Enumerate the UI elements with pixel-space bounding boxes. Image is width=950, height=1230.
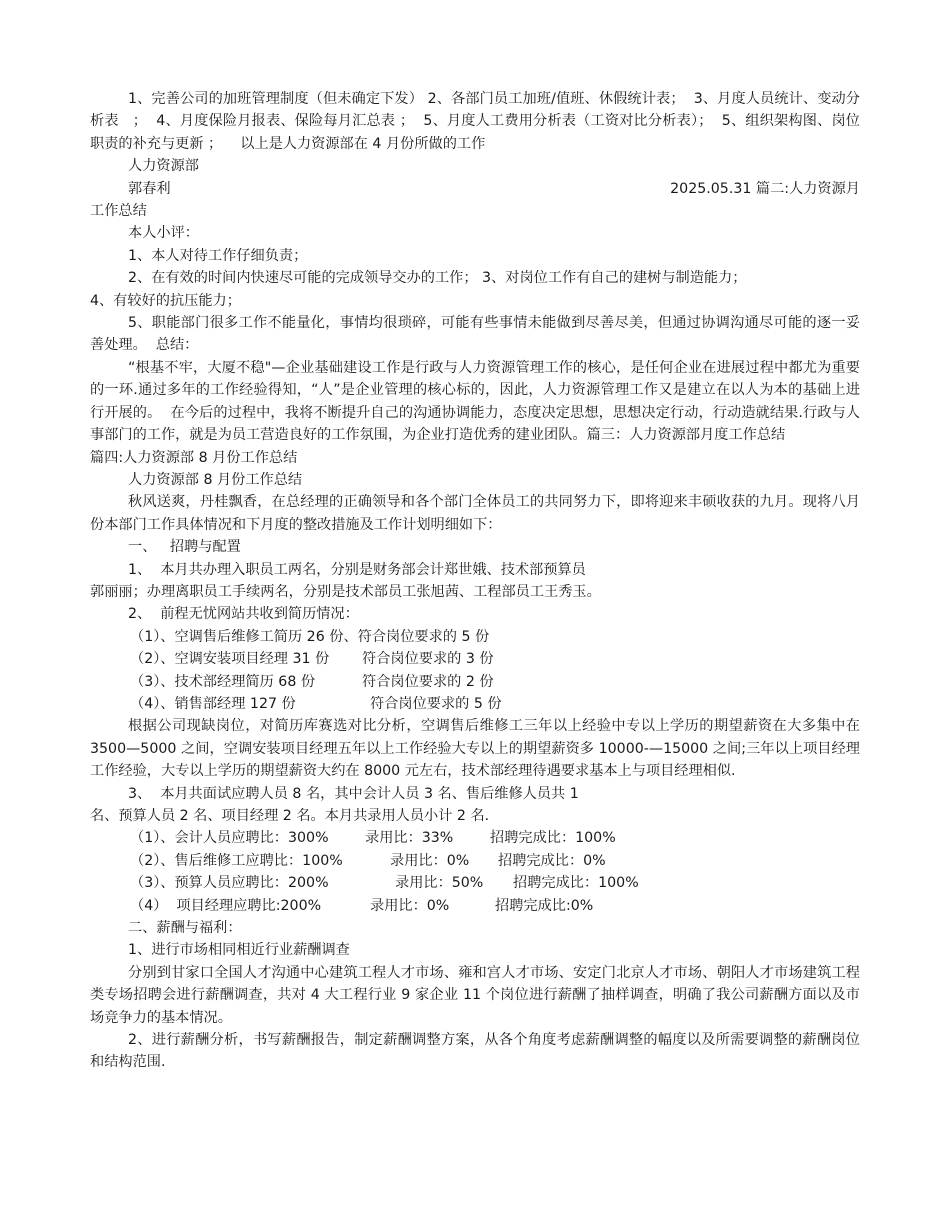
self-review-item-2: 2、在有效的时间内快速尽可能的完成领导交办的工作； 3、对岗位工作有自己的建树与制造能力； bbox=[128, 270, 747, 287]
ratio-hire: 录用比：0% bbox=[390, 852, 470, 869]
ratio-apply: （1）、会计人员应聘比：300% bbox=[130, 830, 329, 847]
resume-row-text: （3）、技术部经理简历 68 份 bbox=[130, 673, 316, 690]
self-review-item-1: 1、本人对待工作仔细负责； bbox=[128, 247, 308, 264]
author-name: 郭春利 bbox=[128, 180, 171, 197]
salary-expectation-paragraph: 根据公司现缺岗位，对简历库赛选对比分析，空调售后维修工三年以上经验中专以上学历的期望薪资在大多集中在 3500—5000 之间，空调安装项目经理五年以上工作经验大专以上的期望薪资多 10000-—15000 之间;三年以上项目经理工作经验，大专以上学历的期望薪资大约在 8000 元左右，技术部经理待遇要求基本上与项目经理相似. bbox=[90, 718, 865, 780]
ratio-complete: 招聘完成比：0% bbox=[498, 852, 606, 869]
ratio-row bbox=[90, 850, 860, 872]
salary-analysis-paragraph: 2、进行薪酬分析，书写薪酬报告，制定薪酬调整方案，从各个角度考虑薪酬调整的幅度以及所需要调整的薪酬岗位和结构范围. bbox=[90, 1032, 860, 1071]
resume-row bbox=[90, 648, 860, 670]
self-review-heading: 本人小评： bbox=[128, 225, 199, 242]
date-and-heading: 2025.05.31 篇二:人力资源月 bbox=[670, 180, 860, 197]
offboarding-line: 郭丽丽；办理离职员工手续两名，分别是技术部员工张旭茜、工程部员工王秀玉。 bbox=[90, 583, 601, 600]
chapter-four-heading: 篇四:人力资源部 8 月份工作总结 bbox=[90, 449, 298, 466]
department-name: 人力资源部 bbox=[128, 158, 199, 175]
resume-row-match: 符合岗位要求的 5 份 bbox=[370, 695, 502, 712]
ratio-apply: （3）、预算人员应聘比：200% bbox=[130, 875, 329, 892]
market-survey-heading: 1、进行市场相同相近行业薪酬调查 bbox=[128, 942, 350, 959]
ratio-apply: （4） 项目经理应聘比:200% bbox=[130, 897, 322, 914]
onboarding-line: 1、 本月共办理入职员工两名，分别是财务部会计郑世娥、技术部预算员 bbox=[128, 561, 586, 578]
ratio-row bbox=[90, 895, 860, 917]
section-compensation-heading: 二、薪酬与福利： bbox=[128, 920, 242, 937]
ratio-hire: 录用比：50% bbox=[395, 875, 484, 892]
ratio-apply: （2）、售后维修工应聘比：100% bbox=[130, 852, 343, 869]
resume-row bbox=[90, 671, 860, 693]
heading-continuation: 工作总结 bbox=[90, 203, 147, 220]
ratio-row bbox=[90, 827, 860, 849]
august-report-title: 人力资源部 8 月份工作总结 bbox=[128, 471, 303, 488]
ratio-hire: 录用比：0% bbox=[370, 897, 450, 914]
interview-line: 3、 本月共面试应聘人员 8 名，其中会计人员 3 名、售后维修人员共 1 bbox=[128, 785, 579, 802]
summary-paragraph: “根基不牢，大厦不稳"—企业基础建设工作是行政与人力资源管理工作的核心，是任何企业在进展过程中都尤为重要的一环.通过多年的工作经验得知，“人”是企业管理的核心标的，因此，人力资源管理工作又是建立在以人为本的基础上进行开展的。 在今后的过程中，我将不断提升自己的沟通协调能力，态度决定思想，思想决定行动，行动造就结果.行政与人事部门的工作，就是为员工营造良好的工作氛围，为企业打造优秀的建业团队。篇三：人力资源部月度工作总结 bbox=[90, 359, 860, 444]
resume-row-match: 符合岗位要求的 2 份 bbox=[362, 673, 494, 690]
section-recruitment-heading: 一、 招聘与配置 bbox=[128, 539, 241, 556]
interview-line-cont: 名、预算人员 2 名、项目经理 2 名。本月共录用人员小计 2 名. bbox=[90, 808, 490, 824]
resume-source-line: 2、 前程无忧网站共收到简历情况： bbox=[128, 606, 359, 623]
document-page bbox=[90, 88, 865, 1074]
resume-row bbox=[90, 626, 860, 648]
resume-row bbox=[90, 693, 860, 715]
ratio-complete: 招聘完成比：100% bbox=[490, 830, 616, 847]
ratio-hire: 录用比：33% bbox=[365, 830, 454, 847]
intro-paragraph: 秋风送爽，丹桂飘香，在总经理的正确领导和各个部门全体员工的共同努力下，即将迎来丰硕收获的九月。现将八月份本部门工作具体情况和下月度的整改措施及工作计划明细如下： bbox=[90, 494, 860, 533]
ratio-row bbox=[90, 872, 860, 894]
ratio-complete: 招聘完成比:0% bbox=[495, 897, 594, 914]
ratio-complete: 招聘完成比：100% bbox=[513, 875, 639, 892]
signature-line bbox=[90, 178, 860, 200]
resume-row-text: （1）、空调售后维修工简历 26 份、符合岗位要求的 5 份 bbox=[130, 628, 490, 645]
resume-row-text: （4）、销售部经理 127 份 bbox=[130, 695, 296, 712]
self-review-item-4: 4、有较好的抗压能力； bbox=[90, 292, 241, 309]
paragraph-work-list: 1、完善公司的加班管理制度（但未确定下发） 2、各部门员工加班/值班、休假统计表； 3、月度人员统计、变动分析表 ； 4、月度保险月报表、保险每月汇总表 ； 5、月度人工费用分析表（工资对比分析表）； 5、组织架构图、岗位职责的补充与更新 ； 以上是人力资源部在 4 月份所做的工作 bbox=[90, 91, 860, 152]
resume-row-text: （2）、空调安装项目经理 31 份 bbox=[130, 651, 330, 668]
self-review-item-5: 5、职能部门很多工作不能量化，事情均很琐碎，可能有些事情未能做到尽善尽美，但通过协调沟通尽可能的逐一妥善处理。 总结： bbox=[90, 315, 860, 354]
resume-row-match: 符合岗位要求的 3 份 bbox=[362, 651, 494, 668]
market-survey-paragraph: 分别到甘家口全国人才沟通中心建筑工程人才市场、雍和宫人才市场、安定门北京人才市场、朝阳人才市场建筑工程类专场招聘会进行薪酬调查，共对 4 大工程行业 9 家企业 11 个岗位进行薪酬了抽样调查，明确了我公司薪酬方面以及市场竞争力的基本情况。 bbox=[90, 964, 860, 1026]
